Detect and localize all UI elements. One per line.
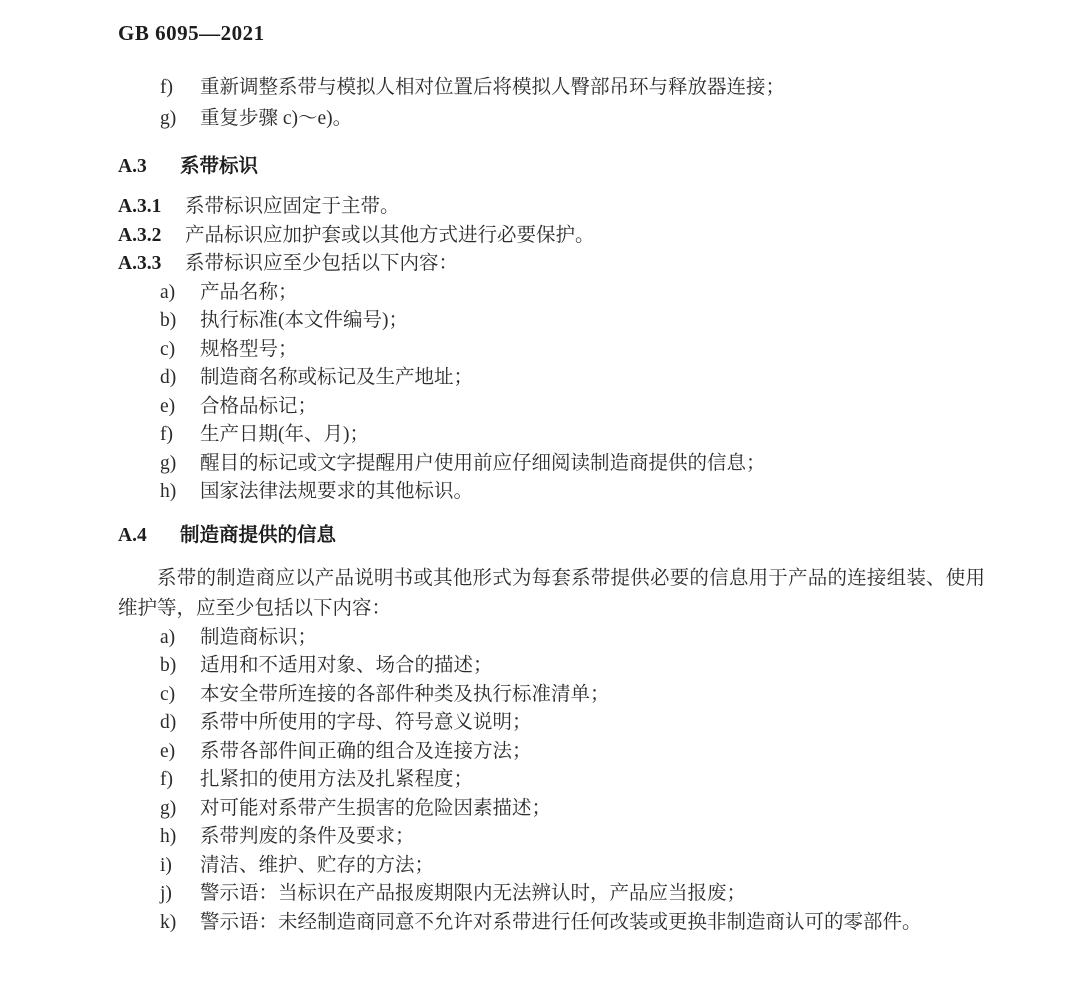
item-text: 系带中所使用的字母、符号意义说明；: [200, 712, 532, 733]
section-title: 系带标识: [180, 156, 259, 177]
item-text: 清洁、维护、贮存的方法；: [200, 854, 435, 876]
item-text: 生产日期(年、月)；: [200, 424, 369, 445]
procedure-steps-list: [118, 72, 985, 134]
item-label: b): [160, 655, 177, 676]
procedure-step-item: [118, 72, 985, 103]
item-text: 制造商标识；: [200, 626, 318, 648]
item-text: 适用和不适用对象、场合的描述；: [200, 655, 493, 676]
list-item: [118, 450, 985, 479]
item-text: 合格品标记；: [200, 395, 318, 417]
item-label: i): [160, 854, 172, 876]
item-label: h): [160, 826, 177, 847]
clause-number: A.3.3: [118, 253, 162, 274]
list-item: [118, 279, 985, 308]
item-text: 重新调整系带与模拟人相对位置后将模拟人臀部吊环与释放器连接；: [200, 77, 786, 98]
item-label: g): [160, 797, 177, 819]
list-item: [118, 852, 985, 881]
clause-text: 产品标识应加护套或以其他方式进行必要保护。: [185, 224, 595, 246]
item-label: g): [160, 452, 177, 474]
item-label: f): [160, 424, 173, 445]
section-a4-paragraph: 系带的制造商应以产品说明书或其他形式为每套系带提供必要的信息用于产品的连接组装、使用维护等，应至少包括以下内容：: [118, 567, 985, 619]
item-text: 产品名称；: [200, 281, 298, 303]
item-label: k): [160, 911, 177, 933]
list-item: [118, 795, 985, 824]
item-label: e): [160, 740, 176, 762]
list-item: [118, 336, 985, 365]
item-text: 警示语：当标识在产品报废期限内无法辨认时，产品应当报废；: [200, 883, 747, 904]
section-heading-a3: [118, 152, 985, 181]
item-label: d): [160, 712, 177, 733]
list-item: [118, 766, 985, 795]
item-text: 系带判废的条件及要求；: [200, 826, 415, 847]
item-text: 系带各部件间正确的组合及连接方法；: [200, 740, 532, 762]
clause-text: 系带标识应固定于主带。: [185, 196, 400, 217]
item-text: 规格型号；: [200, 338, 298, 360]
item-text: 警示语：未经制造商同意不允许对系带进行任何改装或更换非制造商认可的零部件。: [200, 911, 922, 933]
list-item: [118, 652, 985, 681]
clause-text: 系带标识应至少包括以下内容：: [185, 253, 459, 274]
list-item: [118, 823, 985, 852]
section-a3-clauses: [118, 193, 985, 279]
item-text: 制造商名称或标记及生产地址；: [200, 367, 474, 388]
section-a4-items-list: [118, 624, 985, 938]
section-heading-a4: [118, 521, 985, 550]
section-title: 制造商提供的信息: [180, 524, 337, 546]
list-item: [118, 880, 985, 909]
procedure-step-item: [118, 103, 985, 134]
item-label: f): [160, 769, 173, 790]
list-item: [118, 738, 985, 767]
item-label: a): [160, 281, 176, 303]
clause: [118, 193, 985, 222]
clause: [118, 250, 985, 279]
item-text: 执行标准(本文件编号)；: [200, 310, 408, 331]
list-item: [118, 364, 985, 393]
item-label: c): [160, 338, 176, 360]
item-label: b): [160, 310, 177, 331]
item-text: 对可能对系带产生损害的危险因素描述；: [200, 797, 552, 819]
list-item: [118, 421, 985, 450]
clause-number: A.3.2: [118, 224, 162, 246]
item-label: d): [160, 367, 177, 388]
section-a3-items-list: [118, 279, 985, 507]
item-label: h): [160, 481, 177, 502]
item-label: c): [160, 683, 176, 705]
item-text: 本安全带所连接的各部件种类及执行标准清单；: [200, 683, 610, 705]
section-number: A.3: [118, 156, 147, 177]
standard-number: GB 6095—2021: [118, 21, 265, 45]
list-item: [118, 624, 985, 653]
section-number: A.4: [118, 524, 147, 546]
list-item: [118, 909, 985, 938]
item-label: e): [160, 395, 176, 417]
list-item: [118, 681, 985, 710]
clause: [118, 222, 985, 251]
list-item: [118, 393, 985, 422]
item-text: 醒目的标记或文字提醒用户使用前应仔细阅读制造商提供的信息；: [200, 452, 766, 474]
item-label: g): [160, 108, 177, 129]
clause-number: A.3.1: [118, 196, 162, 217]
item-label: f): [160, 77, 173, 98]
list-item: [118, 478, 985, 507]
item-text: 重复步骤 c)～e)。: [200, 108, 353, 129]
item-label: a): [160, 626, 176, 648]
list-item: [118, 709, 985, 738]
item-text: 扎紧扣的使用方法及扎紧程度；: [200, 769, 474, 790]
item-text: 国家法律法规要求的其他标识。: [200, 481, 474, 502]
list-item: [118, 307, 985, 336]
item-label: j): [160, 883, 172, 904]
